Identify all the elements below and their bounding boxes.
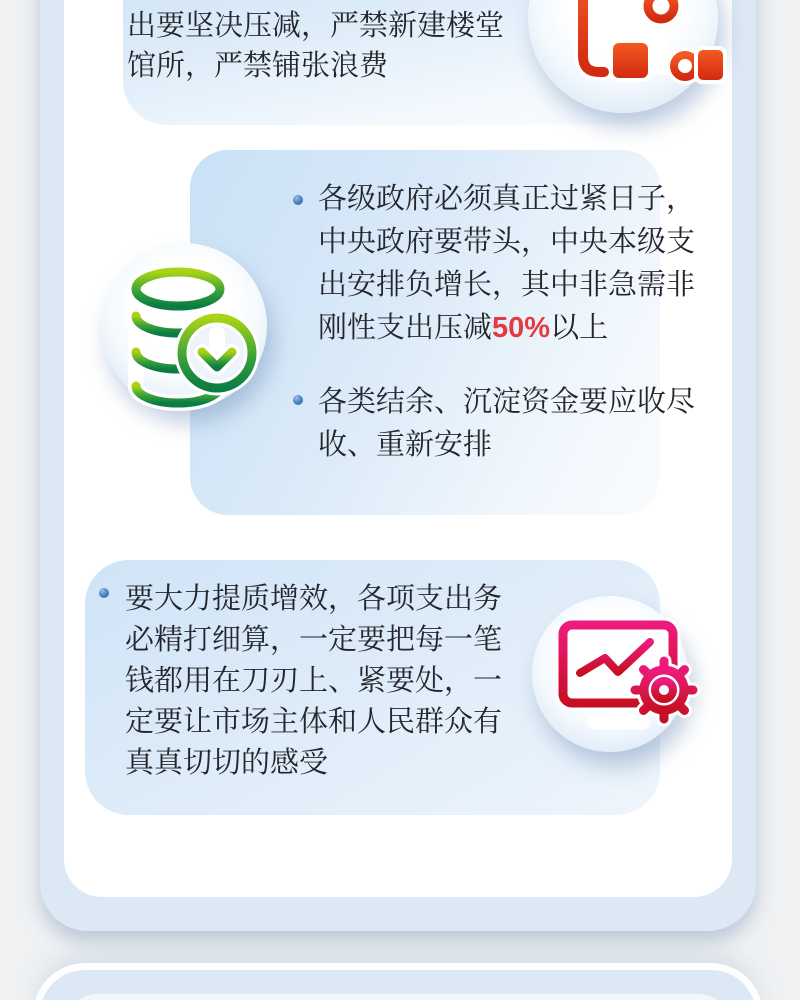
text-line: 钱都用在刀刃上、紧要处，一	[125, 665, 503, 697]
monitor-chart-gear-icon	[535, 614, 695, 739]
text-line: 必精打细算，一定要把每一笔	[125, 624, 503, 656]
text-line: 中央政府要带头，中央本级支	[318, 226, 696, 258]
bullet-dot	[293, 395, 303, 405]
tight-days-bullet-1	[318, 178, 695, 350]
text-line: 馆所，严禁铺张浪费	[127, 50, 389, 82]
text-line: 要大力提质增效，各项支出务	[125, 583, 503, 615]
database-download-icon-badge	[101, 243, 267, 409]
monitor-chart-gear-icon-badge	[532, 596, 688, 752]
text-line: 收、重新安排	[318, 429, 493, 461]
text-line	[318, 307, 695, 350]
text-line: 定要让市场主体和人民群众有	[125, 706, 503, 738]
expenditure-cut-text	[127, 6, 504, 86]
bullet-dot	[293, 195, 303, 205]
quality-efficiency-text	[125, 579, 502, 784]
text-line: 各级政府必须真正过紧日子，	[318, 183, 696, 215]
tight-days-bullet-2	[318, 381, 695, 467]
next-card	[64, 994, 732, 1000]
text-line: 真真切切的感受	[125, 747, 329, 779]
text-line: 各类结余、沉淀资金要应收尽	[318, 386, 696, 418]
text-segment: 以上	[550, 312, 609, 344]
highlight-50-percent: 50%	[492, 312, 551, 344]
flowchart-icon	[573, 0, 723, 111]
text-segment: 刚性支出压减	[318, 312, 493, 344]
database-download-icon	[130, 266, 260, 411]
text-line: 出安排负增长，其中非急需非	[318, 269, 696, 301]
text-line: 出要坚决压减，严禁新建楼堂	[127, 10, 505, 42]
bullet-dot	[99, 588, 109, 598]
